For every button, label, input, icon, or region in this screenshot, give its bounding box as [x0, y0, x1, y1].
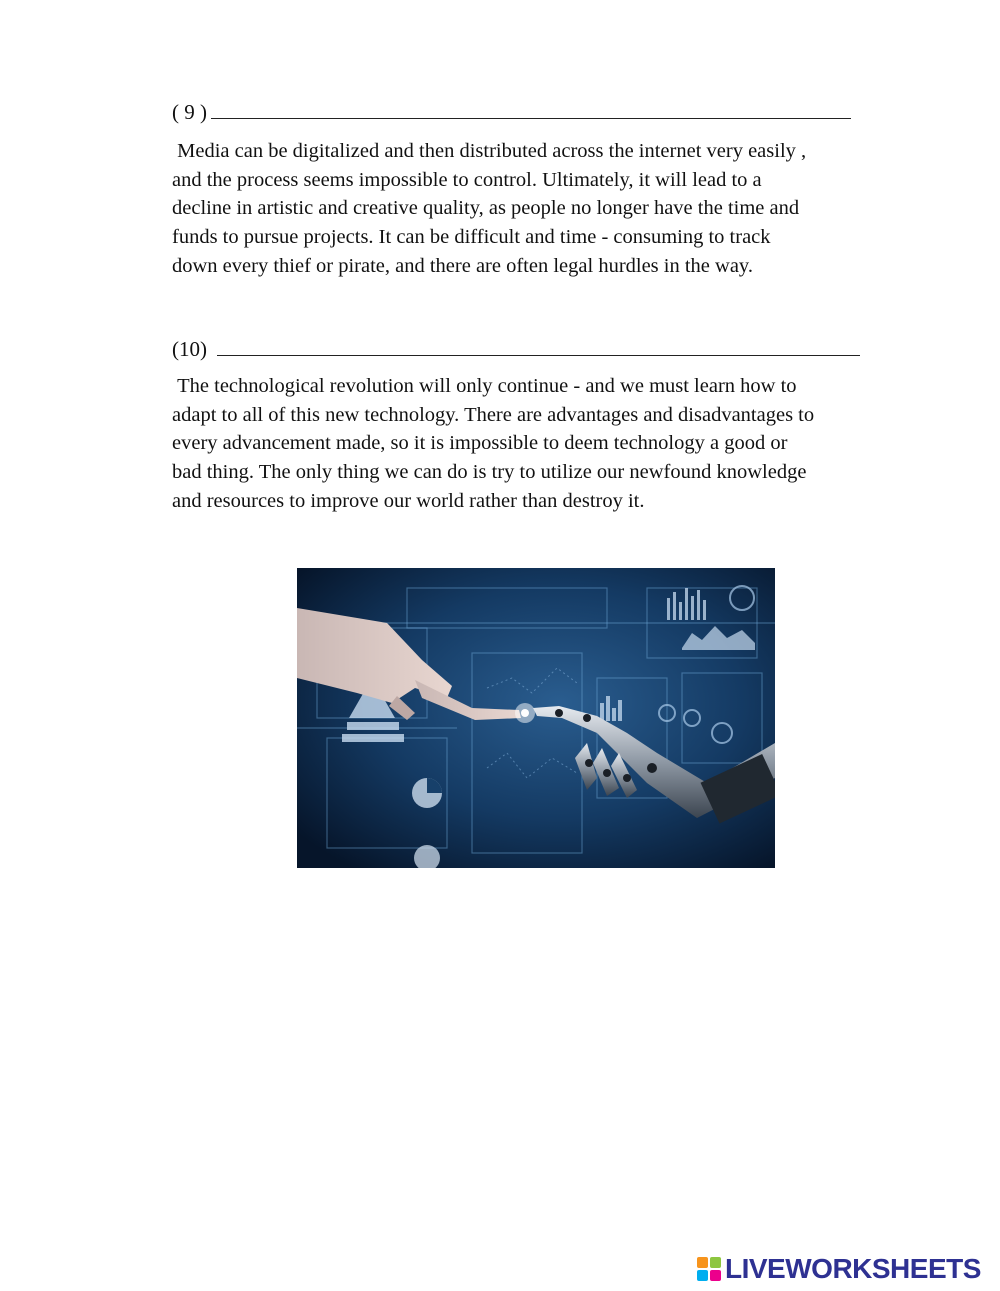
question-9-paragraph: Media can be digitalized and then distributed across the internet very easily , and the process seems impossible to control. Ultimately, it will lead to a decline in artistic and creative quality, as people no longer have the time and funds to pursue projects. It can be difficult and time - consuming to track down every thief or pirate, and there are often legal hurdles in the way.	[172, 140, 807, 277]
liveworksheets-logo-icon	[697, 1257, 721, 1281]
human-robot-touch-image	[297, 568, 775, 868]
question-9-number: ( 9 )	[172, 100, 207, 124]
question-10-line	[172, 333, 860, 362]
liveworksheets-logo	[697, 1253, 981, 1285]
question-10-paragraph: The technological revolution will only continue - and we must learn how to adapt to all of this new technology. There are advantages and disadvantages to every advancement made, so it is impossible to deem technology a good or bad thing. The only thing we can do is try to utilize our newfound knowledge and resources to improve our world rather than destroy it.	[172, 375, 815, 512]
question-10-number: (10)	[172, 337, 207, 361]
question-9-line	[172, 96, 851, 125]
technology-illustration	[297, 568, 775, 868]
question-10-answer-blank[interactable]	[217, 333, 860, 356]
liveworksheets-logo-text: LIVEWORKSHEETS	[725, 1253, 981, 1284]
question-9-answer-blank[interactable]	[211, 96, 851, 119]
